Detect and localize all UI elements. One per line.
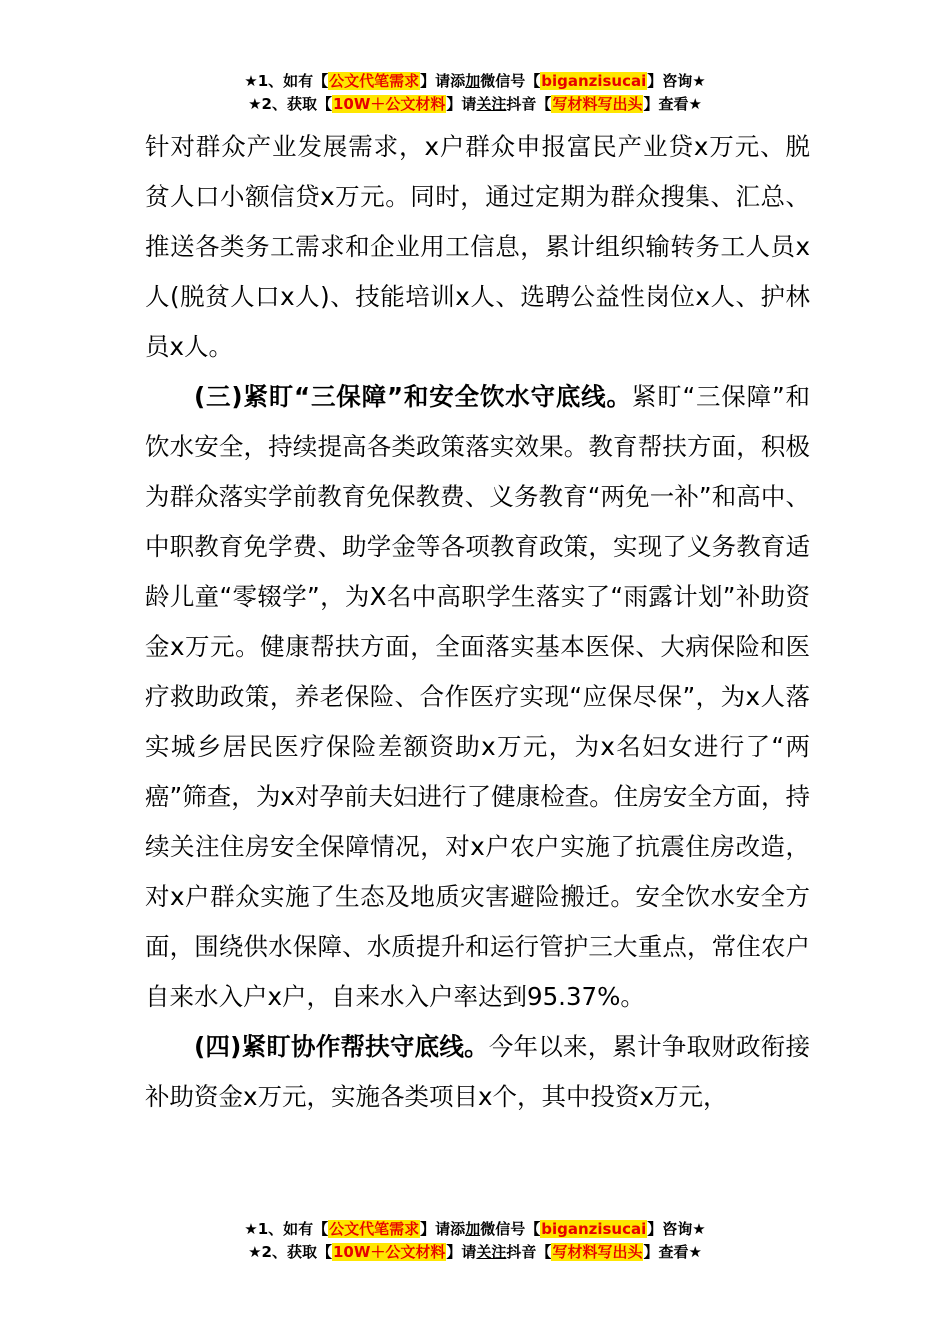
bottom-banner <box>0 1218 950 1264</box>
highlight-materials: 10W＋公文材料 <box>332 95 446 113</box>
section-heading-four: (四)紧盯协作帮扶守底线。 <box>194 1032 489 1061</box>
top-banner <box>0 70 950 116</box>
banner-underlined-text: 关注 <box>476 1243 507 1261</box>
paragraph-3-text: 今年以来，累计争取财政衔接补助资金x万元，实施各类项目x个，其中投资x万元， <box>145 1032 810 1111</box>
banner-underlined-text: 加 <box>465 1220 481 1238</box>
banner-text: 】咨询★ <box>647 72 706 90</box>
highlight-wechat-id: biganzisucai <box>541 1220 647 1238</box>
banner-text: ★1、如有【 <box>244 1220 329 1238</box>
banner-line-2 <box>0 1241 950 1264</box>
banner-text: 】查看★ <box>643 1243 702 1261</box>
banner-text: 抖音【 <box>506 1243 552 1261</box>
banner-text: ★1、如有【 <box>244 72 329 90</box>
paragraph-2 <box>145 372 810 1022</box>
banner-text: 微信号【 <box>480 72 541 90</box>
banner-text: ★2、获取【 <box>248 1243 332 1261</box>
banner-text: 微信号【 <box>480 1220 541 1238</box>
highlight-service: 公文代笔需求 <box>329 1220 420 1238</box>
banner-text: 】请添 <box>420 1220 466 1238</box>
highlight-douyin-account: 写材料写出头 <box>552 95 643 113</box>
highlight-wechat-id: biganzisucai <box>541 72 647 90</box>
section-heading-three: (三)紧盯“三保障”和安全饮水守底线。 <box>194 382 632 411</box>
banner-line-1 <box>0 1218 950 1241</box>
banner-underlined-text: 加 <box>465 72 481 90</box>
banner-text: 抖音【 <box>506 95 552 113</box>
banner-text: ★2、获取【 <box>248 95 332 113</box>
paragraph-3 <box>145 1022 810 1122</box>
paragraph-2-text: 紧盯“三保障”和饮水安全，持续提高各类政策落实效果。教育帮扶方面，积极为群众落实学前教育免保教费、义务教育“两免一补”和高中、中职教育免学费、助学金等各项教育政策，实现了义务教育适龄儿童“零辍学”，为X名中高职学生落实了“雨露计划”补助资金x万元。健康帮扶方面，全面落实基本医保、大病保险和医疗救助政策，养老保险、合作医疗实现“应保尽保”，为x人落实城乡居民医疗保险差额资助x万元，为x名妇女进行了“两癌”筛查，为x对孕前夫妇进行了健康检查。住房安全方面，持续关注住房安全保障情况，对x户农户实施了抗震住房改造，对x户群众实施了生态及地质灾害避险搬迁。安全饮水安全方面，围绕供水保障、水质提升和运行管护三大重点，常住农户自来水入户x户，自来水入户率达到95.37%。 <box>145 382 810 1011</box>
highlight-service: 公文代笔需求 <box>329 72 420 90</box>
banner-line-2 <box>0 93 950 116</box>
banner-underlined-text: 关注 <box>476 95 507 113</box>
banner-line-1 <box>0 70 950 93</box>
banner-text: 】请添 <box>420 72 466 90</box>
document-body <box>145 122 810 1122</box>
banner-text: 】咨询★ <box>647 1220 706 1238</box>
highlight-douyin-account: 写材料写出头 <box>552 1243 643 1261</box>
banner-text: 】请 <box>446 95 477 113</box>
paragraph-1: 针对群众产业发展需求，x户群众申报富民产业贷x万元、脱贫人口小额信贷x万元。同时，通过定期为群众搜集、汇总、推送各类务工需求和企业用工信息，累计组织输转务工人员x人(脱贫人口x人)、技能培训x人、选聘公益性岗位x人、护林员x人。 <box>145 132 810 361</box>
banner-text: 】请 <box>446 1243 477 1261</box>
highlight-materials: 10W＋公文材料 <box>332 1243 446 1261</box>
banner-text: 】查看★ <box>643 95 702 113</box>
